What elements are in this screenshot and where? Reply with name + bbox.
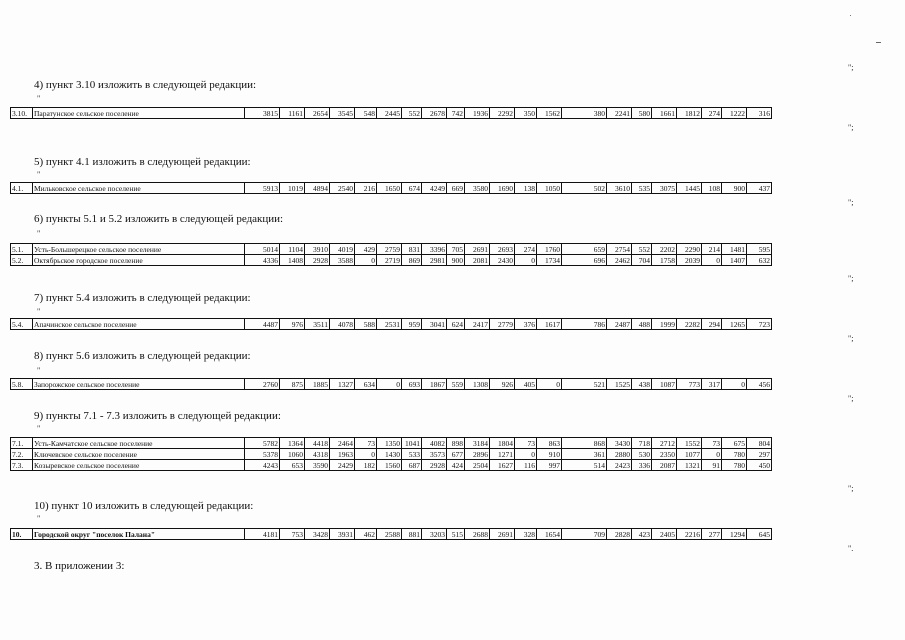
value-cell: 868 <box>562 438 607 449</box>
value-cell: 2678 <box>422 108 447 119</box>
section-heading: 4) пункт 3.10 изложить в следующей редакции: <box>34 79 257 91</box>
table-row <box>11 183 772 194</box>
value-cell: 881 <box>402 529 422 540</box>
value-cell: 182 <box>355 460 377 471</box>
value-cell: 514 <box>562 460 607 471</box>
row-number-cell: 7.1. <box>11 438 33 449</box>
value-cell: 3545 <box>330 108 355 119</box>
value-cell: 696 <box>562 255 607 266</box>
value-cell: 580 <box>632 108 652 119</box>
value-cell: 423 <box>632 529 652 540</box>
municipality-name-cell: Мильковское сельское поселение <box>33 183 245 194</box>
table-row <box>11 319 772 330</box>
value-cell: 900 <box>722 183 747 194</box>
value-cell: 705 <box>447 244 465 255</box>
value-cell: 405 <box>515 379 537 390</box>
value-cell: 1963 <box>330 449 355 460</box>
value-cell: 1936 <box>465 108 490 119</box>
value-cell: 645 <box>747 529 772 540</box>
closing-quote: "; <box>848 484 854 493</box>
value-cell: 997 <box>537 460 562 471</box>
data-table <box>10 437 772 471</box>
value-cell: 1661 <box>652 108 677 119</box>
value-cell: 753 <box>280 529 305 540</box>
value-cell: 1408 <box>280 255 305 266</box>
value-cell: 1350 <box>377 438 402 449</box>
value-cell: 328 <box>515 529 537 540</box>
value-cell: 0 <box>537 379 562 390</box>
value-cell: 4318 <box>305 449 330 460</box>
value-cell: 4181 <box>245 529 280 540</box>
value-cell: 2039 <box>677 255 702 266</box>
value-cell: 274 <box>702 108 722 119</box>
value-cell: 1087 <box>652 379 677 390</box>
table-row <box>11 438 772 449</box>
value-cell: 1321 <box>677 460 702 471</box>
value-cell: 380 <box>562 108 607 119</box>
value-cell: 869 <box>402 255 422 266</box>
value-cell: 2464 <box>330 438 355 449</box>
table-row <box>11 449 772 460</box>
value-cell: 521 <box>562 379 607 390</box>
value-cell: 91 <box>702 460 722 471</box>
value-cell: 1525 <box>607 379 632 390</box>
value-cell: 3610 <box>607 183 632 194</box>
value-cell: 624 <box>447 319 465 330</box>
value-cell: 3396 <box>422 244 447 255</box>
value-cell: 1999 <box>652 319 677 330</box>
value-cell: 5014 <box>245 244 280 255</box>
value-cell: 780 <box>722 449 747 460</box>
value-cell: 1560 <box>377 460 402 471</box>
value-cell: 4082 <box>422 438 447 449</box>
value-cell: 138 <box>515 183 537 194</box>
value-cell: 450 <box>747 460 772 471</box>
value-cell: 1077 <box>677 449 702 460</box>
value-cell: 1481 <box>722 244 747 255</box>
value-cell: 4487 <box>245 319 280 330</box>
value-cell: 0 <box>702 449 722 460</box>
value-cell: 2828 <box>607 529 632 540</box>
value-cell: 863 <box>537 438 562 449</box>
value-cell: 1617 <box>537 319 562 330</box>
data-table <box>10 528 772 540</box>
value-cell: 0 <box>702 255 722 266</box>
value-cell: 214 <box>702 244 722 255</box>
value-cell: 773 <box>677 379 702 390</box>
closing-quote: "; <box>848 274 854 283</box>
municipality-name-cell: Козыревское сельское поселение <box>33 460 245 471</box>
value-cell: 1041 <box>402 438 422 449</box>
value-cell: 552 <box>632 244 652 255</box>
value-cell: 3203 <box>422 529 447 540</box>
value-cell: 3041 <box>422 319 447 330</box>
section-heading: 10) пункт 10 изложить в следующей редакции: <box>34 500 254 512</box>
section-heading: 5) пункт 4.1 изложить в следующей редакции: <box>34 156 251 168</box>
opening-quote: " <box>37 514 41 523</box>
value-cell: 926 <box>490 379 515 390</box>
value-cell: 4418 <box>305 438 330 449</box>
value-cell: 1812 <box>677 108 702 119</box>
value-cell: 4894 <box>305 183 330 194</box>
value-cell: 4243 <box>245 460 280 471</box>
value-cell: 2282 <box>677 319 702 330</box>
municipality-name-cell: Городской округ "поселок Палана" <box>33 529 245 540</box>
row-number-cell: 5.1. <box>11 244 33 255</box>
value-cell: 0 <box>355 255 377 266</box>
value-cell: 3580 <box>465 183 490 194</box>
value-cell: 0 <box>355 449 377 460</box>
value-cell: 3428 <box>305 529 330 540</box>
opening-quote: " <box>37 307 41 316</box>
value-cell: 515 <box>447 529 465 540</box>
value-cell: 669 <box>447 183 465 194</box>
section-heading: 9) пункты 7.1 - 7.3 изложить в следующей редакции: <box>34 410 281 422</box>
value-cell: 875 <box>280 379 305 390</box>
value-cell: 687 <box>402 460 422 471</box>
value-cell: 2350 <box>652 449 677 460</box>
value-cell: 437 <box>747 183 772 194</box>
value-cell: 502 <box>562 183 607 194</box>
value-cell: 4019 <box>330 244 355 255</box>
value-cell: 530 <box>632 449 652 460</box>
value-cell: 5378 <box>245 449 280 460</box>
scan-speck <box>850 15 851 16</box>
value-cell: 2423 <box>607 460 632 471</box>
section-heading: 8) пункт 5.6 изложить в следующей редакции: <box>34 350 251 362</box>
value-cell: 73 <box>355 438 377 449</box>
value-cell: 1364 <box>280 438 305 449</box>
value-cell: 533 <box>402 449 422 460</box>
value-cell: 2429 <box>330 460 355 471</box>
value-cell: 2216 <box>677 529 702 540</box>
value-cell: 424 <box>447 460 465 471</box>
value-cell: 1804 <box>490 438 515 449</box>
value-cell: 2693 <box>490 244 515 255</box>
value-cell: 4078 <box>330 319 355 330</box>
value-cell: 632 <box>747 255 772 266</box>
value-cell: 780 <box>722 460 747 471</box>
value-cell: 2430 <box>490 255 515 266</box>
data-table <box>10 378 772 390</box>
value-cell: 5913 <box>245 183 280 194</box>
value-cell: 1050 <box>537 183 562 194</box>
value-cell: 2712 <box>652 438 677 449</box>
table-row <box>11 460 772 471</box>
opening-quote: " <box>37 170 41 179</box>
value-cell: 336 <box>632 460 652 471</box>
value-cell: 804 <box>747 438 772 449</box>
municipality-name-cell: Апачинское сельское поселение <box>33 319 245 330</box>
table-row <box>11 379 772 390</box>
value-cell: 1019 <box>280 183 305 194</box>
value-cell: 677 <box>447 449 465 460</box>
value-cell: 4249 <box>422 183 447 194</box>
value-cell: 1445 <box>677 183 702 194</box>
value-cell: 2754 <box>607 244 632 255</box>
municipality-name-cell: Паратунское сельское поселение <box>33 108 245 119</box>
opening-quote: " <box>37 424 41 433</box>
value-cell: 959 <box>402 319 422 330</box>
closing-quote: "; <box>848 334 854 343</box>
table-row <box>11 108 772 119</box>
value-cell: 1758 <box>652 255 677 266</box>
value-cell: 1885 <box>305 379 330 390</box>
section-heading: 6) пункты 5.1 и 5.2 изложить в следующей редакции: <box>34 213 284 225</box>
value-cell: 2417 <box>465 319 490 330</box>
value-cell: 2981 <box>422 255 447 266</box>
value-cell: 718 <box>632 438 652 449</box>
value-cell: 1161 <box>280 108 305 119</box>
value-cell: 742 <box>447 108 465 119</box>
value-cell: 674 <box>402 183 422 194</box>
closing-quote: "; <box>848 123 854 132</box>
value-cell: 693 <box>402 379 422 390</box>
value-cell: 2405 <box>652 529 677 540</box>
row-number-cell: 5.8. <box>11 379 33 390</box>
value-cell: 73 <box>515 438 537 449</box>
row-number-cell: 5.4. <box>11 319 33 330</box>
value-cell: 4336 <box>245 255 280 266</box>
value-cell: 2462 <box>607 255 632 266</box>
value-cell: 3184 <box>465 438 490 449</box>
data-table <box>10 243 772 266</box>
value-cell: 1104 <box>280 244 305 255</box>
value-cell: 1654 <box>537 529 562 540</box>
value-cell: 297 <box>747 449 772 460</box>
value-cell: 559 <box>447 379 465 390</box>
value-cell: 535 <box>632 183 652 194</box>
value-cell: 704 <box>632 255 652 266</box>
value-cell: 438 <box>632 379 652 390</box>
closing-quote: "; <box>848 394 854 403</box>
value-cell: 0 <box>515 255 537 266</box>
data-table <box>10 318 772 330</box>
municipality-name-cell: Запорожское сельское поселение <box>33 379 245 390</box>
value-cell: 709 <box>562 529 607 540</box>
value-cell: 0 <box>722 379 747 390</box>
opening-quote: " <box>37 229 41 238</box>
value-cell: 2087 <box>652 460 677 471</box>
value-cell: 1222 <box>722 108 747 119</box>
value-cell: 2654 <box>305 108 330 119</box>
value-cell: 1327 <box>330 379 355 390</box>
value-cell: 2504 <box>465 460 490 471</box>
value-cell: 3573 <box>422 449 447 460</box>
value-cell: 1627 <box>490 460 515 471</box>
value-cell: 3511 <box>305 319 330 330</box>
value-cell: 3815 <box>245 108 280 119</box>
value-cell: 277 <box>702 529 722 540</box>
value-cell: 831 <box>402 244 422 255</box>
value-cell: 898 <box>447 438 465 449</box>
closing-quote: "; <box>848 63 854 72</box>
value-cell: 2759 <box>377 244 402 255</box>
municipality-name-cell: Ключевское сельское поселение <box>33 449 245 460</box>
value-cell: 5782 <box>245 438 280 449</box>
value-cell: 3931 <box>330 529 355 540</box>
opening-quote: " <box>37 94 41 103</box>
value-cell: 3075 <box>652 183 677 194</box>
value-cell: 2719 <box>377 255 402 266</box>
value-cell: 2445 <box>377 108 402 119</box>
value-cell: 595 <box>747 244 772 255</box>
scan-dash <box>876 42 881 43</box>
row-number-cell: 3.10. <box>11 108 33 119</box>
value-cell: 294 <box>702 319 722 330</box>
value-cell: 456 <box>747 379 772 390</box>
value-cell: 2241 <box>607 108 632 119</box>
section-heading: 7) пункт 5.4 изложить в следующей редакции: <box>34 292 251 304</box>
value-cell: 1308 <box>465 379 490 390</box>
value-cell: 653 <box>280 460 305 471</box>
data-table <box>10 182 772 194</box>
row-number-cell: 7.3. <box>11 460 33 471</box>
value-cell: 488 <box>632 319 652 330</box>
value-cell: 1060 <box>280 449 305 460</box>
value-cell: 462 <box>355 529 377 540</box>
value-cell: 1760 <box>537 244 562 255</box>
row-number-cell: 4.1. <box>11 183 33 194</box>
value-cell: 274 <box>515 244 537 255</box>
municipality-name-cell: Усть-Камчатское сельское поселение <box>33 438 245 449</box>
value-cell: 0 <box>377 379 402 390</box>
row-number-cell: 5.2. <box>11 255 33 266</box>
value-cell: 2292 <box>490 108 515 119</box>
data-table <box>10 107 772 119</box>
value-cell: 3588 <box>330 255 355 266</box>
value-cell: 0 <box>515 449 537 460</box>
value-cell: 2290 <box>677 244 702 255</box>
value-cell: 216 <box>355 183 377 194</box>
value-cell: 2081 <box>465 255 490 266</box>
value-cell: 548 <box>355 108 377 119</box>
value-cell: 1650 <box>377 183 402 194</box>
value-cell: 2531 <box>377 319 402 330</box>
value-cell: 108 <box>702 183 722 194</box>
table-row <box>11 255 772 266</box>
value-cell: 1552 <box>677 438 702 449</box>
municipality-name-cell: Усть-Большерецкое сельское поселение <box>33 244 245 255</box>
value-cell: 659 <box>562 244 607 255</box>
value-cell: 3910 <box>305 244 330 255</box>
value-cell: 2928 <box>305 255 330 266</box>
value-cell: 2691 <box>490 529 515 540</box>
value-cell: 2896 <box>465 449 490 460</box>
value-cell: 376 <box>515 319 537 330</box>
value-cell: 1562 <box>537 108 562 119</box>
value-cell: 1867 <box>422 379 447 390</box>
value-cell: 2779 <box>490 319 515 330</box>
value-cell: 2928 <box>422 460 447 471</box>
bottom-paragraph: 3. В приложении 3: <box>34 560 125 572</box>
value-cell: 73 <box>702 438 722 449</box>
opening-quote: " <box>37 366 41 375</box>
value-cell: 634 <box>355 379 377 390</box>
value-cell: 588 <box>355 319 377 330</box>
value-cell: 316 <box>747 108 772 119</box>
value-cell: 2691 <box>465 244 490 255</box>
closing-quote: "; <box>848 198 854 207</box>
value-cell: 1690 <box>490 183 515 194</box>
row-number-cell: 7.2. <box>11 449 33 460</box>
value-cell: 723 <box>747 319 772 330</box>
value-cell: 2880 <box>607 449 632 460</box>
value-cell: 1271 <box>490 449 515 460</box>
row-number-cell: 10. <box>11 529 33 540</box>
value-cell: 3590 <box>305 460 330 471</box>
value-cell: 429 <box>355 244 377 255</box>
value-cell: 675 <box>722 438 747 449</box>
value-cell: 2688 <box>465 529 490 540</box>
value-cell: 361 <box>562 449 607 460</box>
value-cell: 910 <box>537 449 562 460</box>
value-cell: 552 <box>402 108 422 119</box>
value-cell: 2588 <box>377 529 402 540</box>
value-cell: 1430 <box>377 449 402 460</box>
value-cell: 1734 <box>537 255 562 266</box>
value-cell: 350 <box>515 108 537 119</box>
value-cell: 786 <box>562 319 607 330</box>
value-cell: 3430 <box>607 438 632 449</box>
value-cell: 2487 <box>607 319 632 330</box>
value-cell: 1407 <box>722 255 747 266</box>
value-cell: 2202 <box>652 244 677 255</box>
municipality-name-cell: Октябрьское городское поселение <box>33 255 245 266</box>
value-cell: 1294 <box>722 529 747 540</box>
table-row <box>11 244 772 255</box>
value-cell: 317 <box>702 379 722 390</box>
value-cell: 900 <box>447 255 465 266</box>
value-cell: 2540 <box>330 183 355 194</box>
value-cell: 976 <box>280 319 305 330</box>
value-cell: 1265 <box>722 319 747 330</box>
table-row <box>11 529 772 540</box>
value-cell: 2760 <box>245 379 280 390</box>
value-cell: 116 <box>515 460 537 471</box>
closing-quote: ". <box>848 544 854 553</box>
